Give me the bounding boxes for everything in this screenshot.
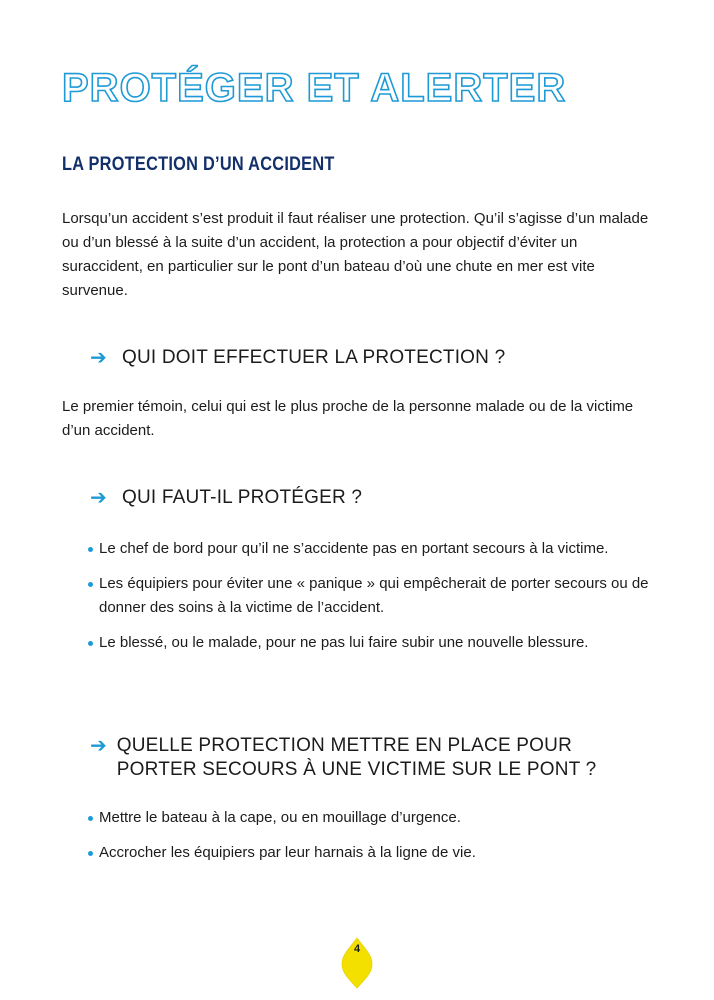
bullet-dot-icon <box>88 582 93 587</box>
list-item-text: Accrocher les équipiers par leur harnais à la ligne de vie. <box>99 844 476 861</box>
list-item-text: Le chef de bord pour qu’il ne s’accidente pas en portant secours à la victime. <box>99 540 609 557</box>
list-item-text: Le blessé, ou le malade, pour ne pas lui faire subir une nouvelle blessure. <box>99 634 589 651</box>
arrow-right-icon: ➔ <box>90 347 107 369</box>
intro-paragraph: Lorsqu’un accident s’est produit il faut réaliser une protection. Qu’il s’agisse d’un malade ou d’un blessé à la suite d’un accident, la protection a pour objectif d’éviter un suraccident, en particulier sur le pont d’un bateau d’où une chute en mer est vite survenue. <box>62 210 649 299</box>
section-heading-which-protection <box>90 734 650 782</box>
section-heading-who-protects <box>90 346 505 370</box>
page-title: PROTÉGER ET ALERTER <box>62 66 567 110</box>
list-item <box>88 631 668 655</box>
bullet-dot-icon <box>88 547 93 552</box>
list-item <box>88 806 668 830</box>
list-item <box>88 572 668 620</box>
list-item-text: Les équipiers pour éviter une « panique » qui empêcherait de porter secours ou de donner des soins à la victime de l’accident. <box>99 575 649 616</box>
bullet-dot-icon <box>88 641 93 646</box>
section-heading-who-to-protect <box>90 486 362 510</box>
section-subtitle: LA PROTECTION D’UN ACCIDENT <box>62 154 335 175</box>
arrow-right-icon: ➔ <box>90 487 107 509</box>
which-protection-list <box>88 806 668 876</box>
section-heading-text: QUI DOIT EFFECTUER LA PROTECTION ? <box>122 347 506 368</box>
page-number: 4 <box>353 943 361 955</box>
who-to-protect-list <box>88 537 668 666</box>
bullet-dot-icon <box>88 816 93 821</box>
list-item-text: Mettre le bateau à la cape, ou en mouillage d’urgence. <box>99 809 461 826</box>
section-heading-text: QUELLE PROTECTION METTRE EN PLACE POUR PORTER SECOURS À UNE VICTIME SUR LE PONT ? <box>116 735 597 780</box>
arrow-right-icon: ➔ <box>90 735 107 757</box>
who-protects-paragraph: Le premier témoin, celui qui est le plus proche de la personne malade ou de la victime d’un accident. <box>62 398 634 439</box>
list-item <box>88 841 668 865</box>
bullet-dot-icon <box>88 851 93 856</box>
list-item <box>88 537 668 561</box>
section-heading-text: QUI FAUT-IL PROTÉGER ? <box>122 487 363 508</box>
